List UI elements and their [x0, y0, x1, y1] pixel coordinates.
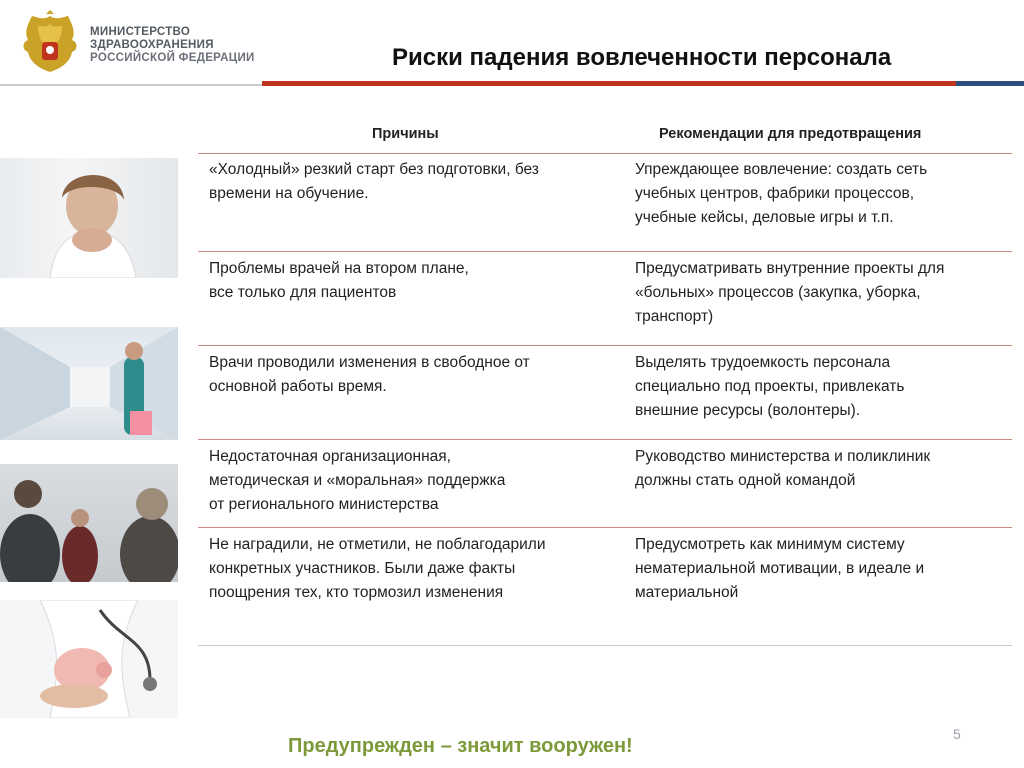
header-divider-red: [262, 81, 956, 86]
table-row-1-cause: «Холодный» резкий старт без подготовки, без времени на обучение.: [209, 161, 539, 202]
table-bottom-border: [198, 645, 1012, 646]
photo-doctor-piggy-bank: [0, 600, 178, 718]
table-row-4-recommendation: Руководство министерства и поликлиник должны стать одной командой: [635, 448, 931, 489]
table-row-1-recommendation: Упреждающее вовлечение: создать сеть учебных центров, фабрики процессов, учебные кейсы, деловые игры и т.п.: [635, 161, 928, 226]
page-title: Риски падения вовлеченности персонала: [392, 44, 892, 71]
doctor-piggy-bank-illustration: [0, 600, 178, 718]
photo-hospital-corridor: [0, 327, 178, 440]
ministry-line-3: РОССИЙСКОЙ ФЕДЕРАЦИИ: [90, 52, 255, 64]
table-row-2-cause: Проблемы врачей на втором плане, все только для пациентов: [209, 260, 469, 301]
photo-worried-woman: [0, 158, 178, 278]
waiting-crowd-illustration: [0, 464, 178, 582]
column-header-causes: Причины: [372, 126, 439, 142]
table-row-2-recommendation: Предусматривать внутренние проекты для «больных» процессов (закупка, уборка, транспорт): [635, 260, 945, 325]
table-header-divider: [198, 153, 1012, 154]
table-row-5-recommendation: Предусмотреть как минимум систему нематериальной мотивации, в идеале и материальной: [635, 536, 925, 601]
coat-of-arms-emblem: [18, 10, 82, 78]
photo-waiting-crowd: [0, 464, 178, 582]
footer-slogan: Предупрежден – значит вооружен!: [288, 735, 633, 757]
page-number: 5: [953, 726, 961, 742]
table-row-5-cause: Не наградили, не отметили, не поблагодарили конкретных участников. Были даже факты поощрения тех, кто тормозил изменения: [209, 536, 546, 601]
table-row-divider: [198, 251, 1012, 252]
table-row-3-cause: Врачи проводили изменения в свободное от основной работы время.: [209, 354, 530, 395]
ministry-line-1: МИНИСТЕРСТВО: [90, 26, 191, 38]
header-divider-gray: [0, 84, 262, 86]
worried-woman-illustration: [0, 158, 178, 278]
column-header-recommendations: Рекомендации для предотвращения: [659, 126, 922, 142]
table-row-4-cause: Недостаточная организационная, методическая и «моральная» поддержка от регионального министерства: [209, 448, 506, 513]
table-row-divider: [198, 439, 1012, 440]
table-row-divider: [198, 345, 1012, 346]
ministry-line-2: ЗДРАВООХРАНЕНИЯ: [90, 39, 214, 51]
ministry-name: [90, 26, 255, 65]
slide-header: [0, 0, 1024, 88]
hospital-corridor-illustration: [0, 327, 178, 440]
header-divider-blue: [956, 81, 1024, 86]
table-row-divider: [198, 527, 1012, 528]
table-row-3-recommendation: Выделять трудоемкость персонала специально под проекты, привлекать внешние ресурсы (волонтеры).: [635, 354, 905, 419]
